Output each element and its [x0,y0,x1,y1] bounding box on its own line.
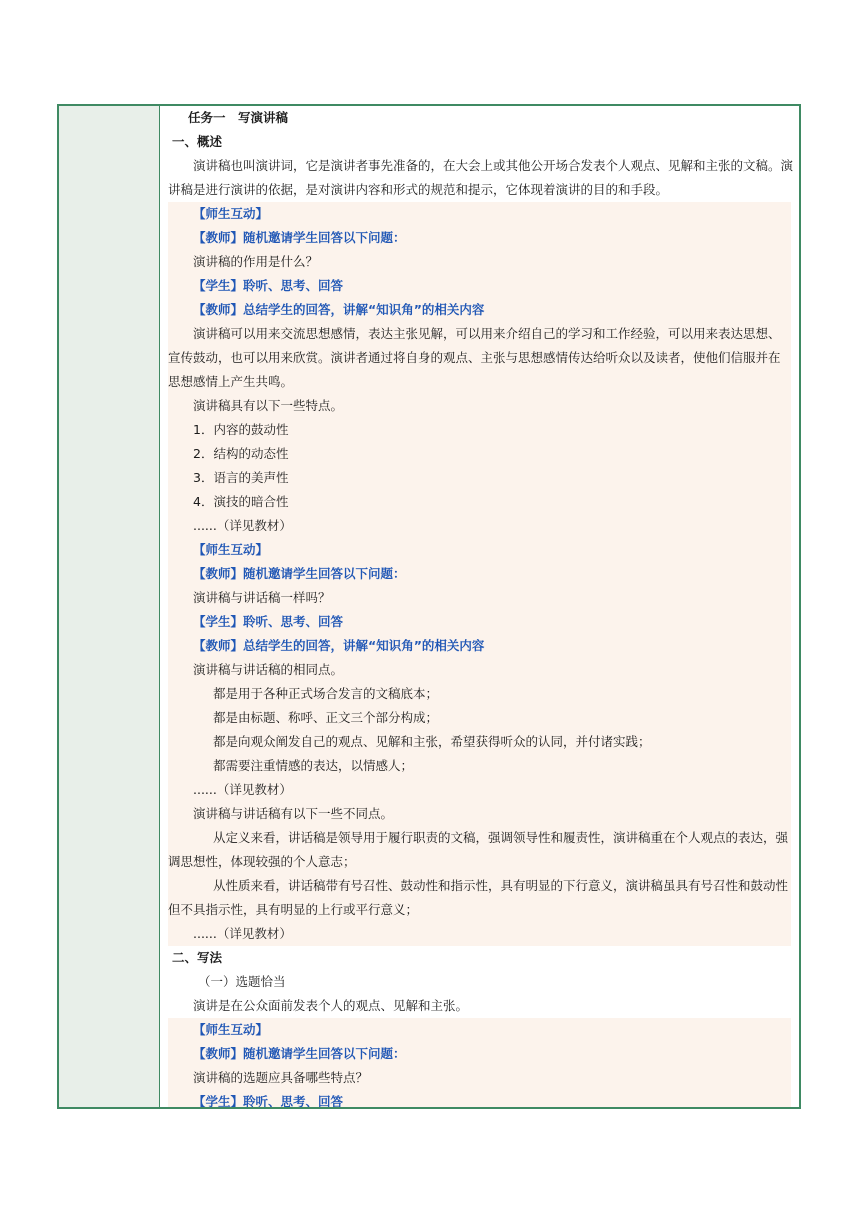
teacher-question-label: 【教师】随机邀请学生回答以下问题： [193,1046,406,1061]
interaction-label: 【师生互动】 [193,1022,269,1037]
question-text: 演讲稿的选题应具备哪些特点？ [193,1070,369,1085]
see-textbook-note: ......（详见教材） [193,782,292,797]
difference-item: 从定义来看，讲话稿是领导用于履行职责的文稿，强调领导性和履责性，演讲稿重在个人观点的表达，强调思想性，体现较强的个人意志； [168,830,789,869]
section-heading-overview: 一、概述 [172,134,223,149]
see-textbook-note: ......（详见教材） [193,518,292,533]
teacher-summary-label: 【教师】总结学生的回答，讲解“知识角”的相关内容 [193,302,485,317]
interaction-box-3 [168,1018,791,1109]
differences-intro: 演讲稿与讲话稿有以下一些不同点。 [193,806,394,821]
features-intro: 演讲稿具有以下一些特点。 [193,398,344,413]
intro-paragraph: 演讲稿也叫演讲词，它是演讲者事先准备的，在大会上或其他公开场合发表个人观点、见解和主张的文稿。演讲稿是进行演讲的依据，是对演讲内容和形式的规范和提示，它体现着演讲的目的和手段。 [168,158,793,197]
teacher-summary-label: 【教师】总结学生的回答，讲解“知识角”的相关内容 [193,638,485,653]
student-label: 【学生】聆听、思考、回答 [193,614,344,629]
difference-item: 从性质来看，讲话稿带有号召性、鼓动性和指示性，具有明显的下行意义，演讲稿虽具有号召性和鼓动性但不具指示性，具有明显的上行或平行意义； [168,878,789,917]
similarity-item: 都是向观众阐发自己的观点、见解和主张，希望获得听众的认同，并付诸实践； [213,734,651,749]
question-text: 演讲稿的作用是什么？ [193,254,319,269]
lesson-table [57,104,801,1109]
similarity-item: 都需要注重情感的表达，以情感人； [213,758,414,773]
question-text: 演讲稿与讲话稿一样吗？ [193,590,331,605]
function-paragraph: 演讲稿可以用来交流思想感情，表达主张见解，可以用来介绍自己的学习和工作经验，可以用来表达思想、宣传鼓动，也可以用来欣赏。演讲者通过将自身的观点、主张与思想感情传达给听众以及读者，使他们信服并在思想感情上产生共鸣。 [168,326,781,389]
content-cell [160,106,799,1107]
subheading-topic: （一）选题恰当 [198,974,286,989]
interaction-box-2 [168,538,791,946]
see-textbook-note: ......（详见教材） [193,926,292,941]
topic-paragraph: 演讲是在公众面前发表个人的观点、见解和主张。 [193,998,469,1013]
teacher-question-label: 【教师】随机邀请学生回答以下问题： [193,566,406,581]
section-heading-method: 二、写法 [172,950,223,965]
interaction-box-1 [168,202,791,538]
teacher-question-label: 【教师】随机邀请学生回答以下问题： [193,230,406,245]
student-label: 【学生】聆听、思考、回答 [193,1094,344,1109]
feature-item: 1．内容的鼓动性 [193,422,289,437]
feature-item: 2．结构的动态性 [193,446,289,461]
interaction-label: 【师生互动】 [193,542,269,557]
task-title: 任务一 写演讲稿 [188,110,289,125]
student-label: 【学生】聆听、思考、回答 [193,278,344,293]
feature-item: 4．演技的暗合性 [193,494,289,509]
similarity-item: 都是由标题、称呼、正文三个部分构成； [213,710,439,725]
feature-item: 3．语言的美声性 [193,470,289,485]
similarities-intro: 演讲稿与讲话稿的相同点。 [193,662,344,677]
similarity-item: 都是用于各种正式场合发言的文稿底本； [213,686,439,701]
left-column-cell [59,106,160,1107]
interaction-label: 【师生互动】 [193,206,269,221]
